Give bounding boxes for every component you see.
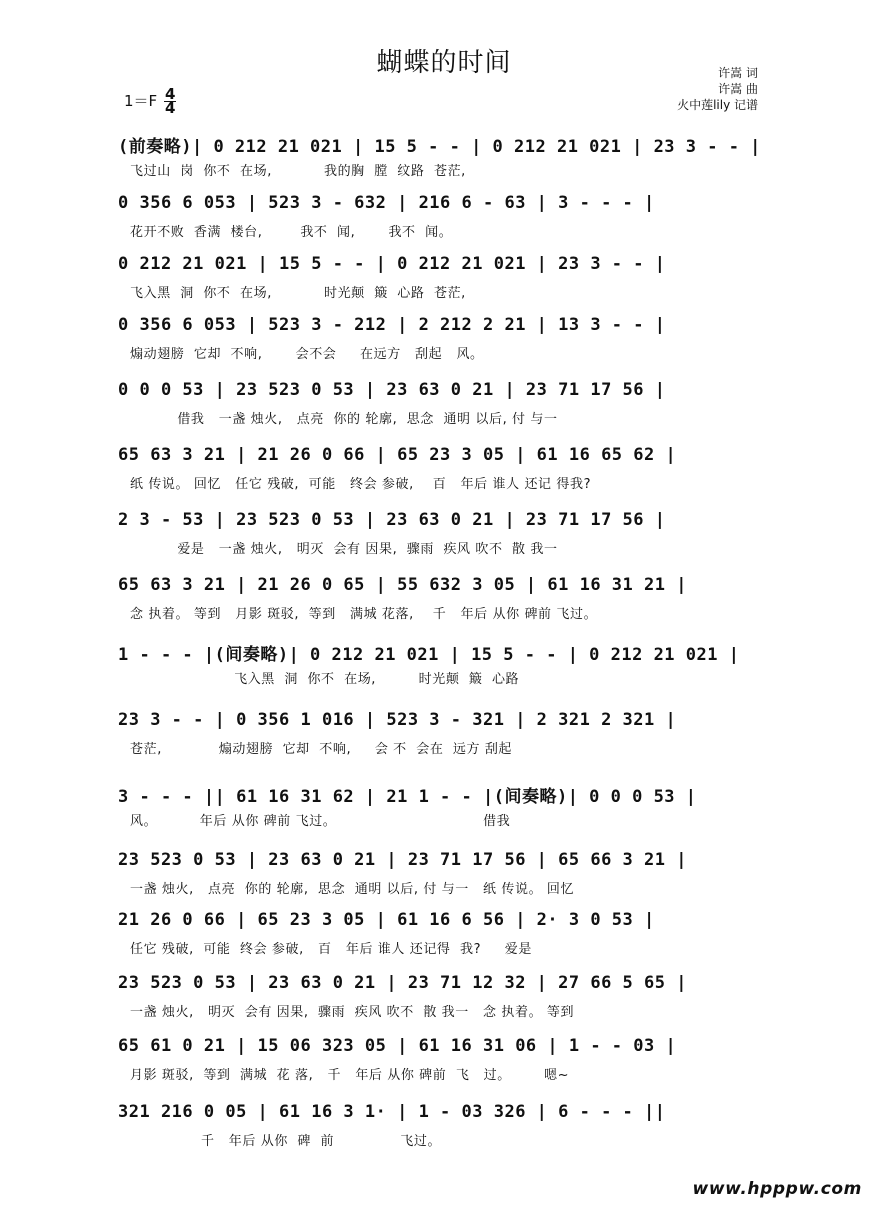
lyrics-line: 苍茫, 煽动翅膀 它却 不响, 会 不 会在 远方 刮起	[130, 742, 513, 757]
score-line	[0, 510, 888, 570]
notes-line: 0 356 6 053 | 523 3 - 632 | 216 6 - 63 | 3 - - - |	[118, 193, 655, 213]
notes-line: 65 61 0 21 | 15 06 323 05 | 61 16 31 06 | 1 - - 03 |	[118, 1036, 677, 1056]
lyrics-line: 纸 传说。 回忆 任它 残破, 可能 终会 参破, 百 年后 谁人 还记 得我?	[130, 477, 592, 492]
score-line	[0, 910, 888, 970]
lyrics-line: 念 执着。 等到 月影 斑驳, 等到 满城 花落, 千 年后 从你 碑前 飞过。	[130, 607, 598, 622]
key-signature	[124, 85, 176, 117]
score-line	[0, 445, 888, 505]
notes-line: 321 216 0 05 | 61 16 3 1· | 1 - 03 326 | 6 - - - ||	[118, 1102, 666, 1122]
notes-line: 23 523 0 53 | 23 63 0 21 | 23 71 12 32 | 27 66 5 65 |	[118, 973, 687, 993]
notes-line: 21 26 0 66 | 65 23 3 05 | 61 16 6 56 | 2· 3 0 53 |	[118, 910, 655, 930]
lyrics-line: 千 年后 从你 碑 前 飞过。	[130, 1134, 442, 1149]
credits	[677, 65, 758, 113]
lyrics-line: 任它 残破, 可能 终会 参破, 百 年后 谁人 还记得 我? 爱是	[130, 942, 532, 957]
score-line	[0, 1036, 888, 1096]
notes-line: 23 523 0 53 | 23 63 0 21 | 23 71 17 56 | 65 66 3 21 |	[118, 850, 687, 870]
lyrics-line: 月影 斑驳, 等到 满城 花 落, 千 年后 从你 碑前 飞 过。 嗯~	[130, 1068, 570, 1083]
lyrics-line: 飞过山 岗 你不 在场, 我的胸 膛 纹路 苍茫,	[130, 164, 466, 179]
time-denominator: 4	[164, 99, 176, 117]
time-numerator: 4	[164, 85, 176, 103]
notes-line: 0 356 6 053 | 523 3 - 212 | 2 212 2 21 | 13 3 - - |	[118, 315, 666, 335]
lyrics-line: 花开不败 香满 楼台, 我不 闻, 我不 闻。	[130, 225, 453, 240]
lyrics-line: 借我 一盏 烛火, 点亮 你的 轮廓, 思念 通明 以后, 付 与一	[130, 412, 558, 427]
notes-line: 65 63 3 21 | 21 26 0 66 | 65 23 3 05 | 61 16 65 62 |	[118, 445, 677, 465]
lyrics-line: 风。 年后 从你 碑前 飞过。 借我	[130, 814, 511, 829]
score-line	[0, 973, 888, 1033]
notes-line: 65 63 3 21 | 21 26 0 65 | 55 632 3 05 | 61 16 31 21 |	[118, 575, 687, 595]
transcriber-credit: 火中莲lily 记谱	[677, 98, 758, 112]
lyrics-line: 爱是 一盏 烛火, 明灭 会有 因果, 骤雨 疾风 吹不 散 我一	[130, 542, 558, 557]
lyrics-line: 一盏 烛火, 点亮 你的 轮廓, 思念 通明 以后, 付 与一 纸 传说。 回忆	[130, 882, 575, 897]
notes-line: 1 - - - |(间奏略)| 0 212 21 021 | 15 5 - - | 0 212 21 021 |	[118, 645, 740, 665]
score-line	[0, 575, 888, 635]
notes-line: 0 0 0 53 | 23 523 0 53 | 23 63 0 21 | 23 71 17 56 |	[118, 380, 666, 400]
lyrics-line: 飞入黑 洞 你不 在场, 时光颠 簸 心路 苍茫,	[130, 286, 466, 301]
score-line	[0, 193, 888, 253]
lyricist-credit: 许嵩 词	[718, 66, 758, 80]
notes-line: 3 - - - || 61 16 31 62 | 21 1 - - |(间奏略)| 0 0 0 53 |	[118, 787, 697, 807]
notes-line: 2 3 - 53 | 23 523 0 53 | 23 63 0 21 | 23 71 17 56 |	[118, 510, 666, 530]
notes-line: 23 3 - - | 0 356 1 016 | 523 3 - 321 | 2 321 2 321 |	[118, 710, 677, 730]
notes-line: 0 212 21 021 | 15 5 - - | 0 212 21 021 | 23 3 - - |	[118, 254, 666, 274]
song-title: 蝴蝶的时间	[376, 48, 512, 78]
score-line	[0, 710, 888, 770]
score-line	[0, 254, 888, 314]
lyrics-line: 一盏 烛火, 明灭 会有 因果, 骤雨 疾风 吹不 散 我一 念 执着。 等到	[130, 1005, 575, 1020]
score-line	[0, 850, 888, 910]
score-line	[0, 782, 888, 842]
lyrics-line: 飞入黑 洞 你不 在场, 时光颠 簸 心路	[130, 672, 520, 687]
key-label: 1＝F	[124, 92, 158, 110]
composer-credit: 许嵩 曲	[718, 82, 758, 96]
lyrics-line: 煽动翅膀 它却 不响, 会不会 在远方 刮起 风。	[130, 347, 484, 362]
score-line	[0, 132, 888, 192]
watermark: www.hpppw.com	[692, 1179, 862, 1199]
score-line	[0, 1102, 888, 1162]
notes-line: (前奏略)| 0 212 21 021 | 15 5 - - | 0 212 21 021 | 23 3 - - |	[118, 137, 761, 157]
score-line	[0, 315, 888, 375]
score-line	[0, 640, 888, 700]
score-line	[0, 380, 888, 440]
time-signature	[164, 85, 176, 117]
